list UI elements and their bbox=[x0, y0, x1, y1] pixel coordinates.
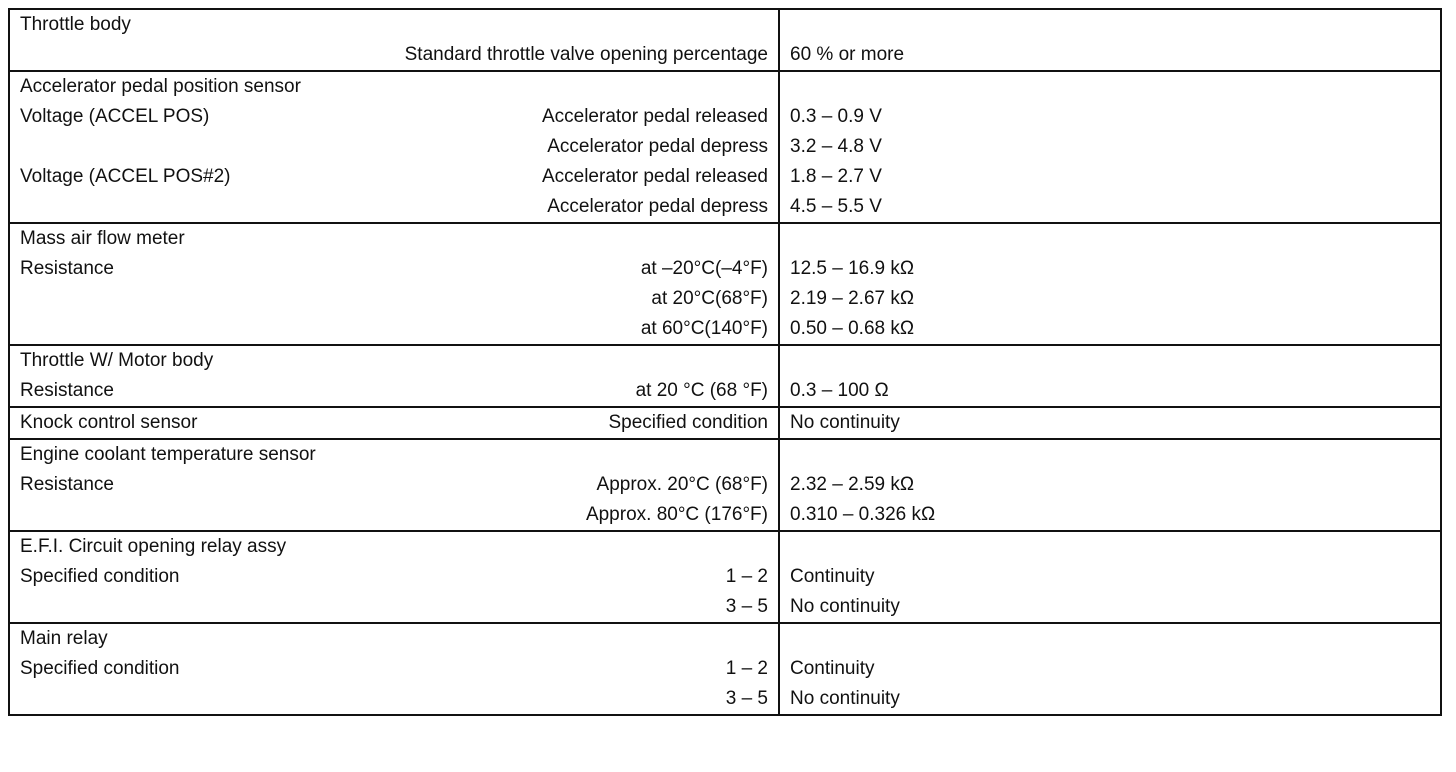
section-title: Main relay bbox=[20, 628, 108, 649]
section-efi-circuit-opening-relay bbox=[10, 532, 1440, 624]
spec-row bbox=[20, 592, 768, 622]
row-value: No continuity bbox=[790, 596, 900, 617]
row-value: 4.5 – 5.5 V bbox=[790, 196, 882, 217]
spec-row bbox=[20, 562, 768, 592]
section-left-cell bbox=[10, 624, 780, 714]
section-title: Throttle W/ Motor body bbox=[20, 350, 214, 371]
spec-row bbox=[20, 470, 768, 500]
spec-row bbox=[20, 132, 768, 162]
spec-row bbox=[20, 284, 768, 314]
section-knock-control-sensor bbox=[10, 408, 1440, 440]
section-main-relay bbox=[10, 624, 1440, 714]
row-value: 2.19 – 2.67 kΩ bbox=[790, 288, 915, 309]
row-label: Resistance bbox=[20, 380, 114, 401]
row-label: Resistance bbox=[20, 258, 114, 279]
row-label: Specified condition bbox=[20, 658, 180, 679]
section-right-cell bbox=[780, 10, 1440, 70]
row-value: 0.310 – 0.326 kΩ bbox=[790, 504, 936, 525]
row-condition: Specified condition bbox=[608, 412, 768, 433]
row-condition: Standard throttle valve opening percentage bbox=[404, 44, 768, 65]
section-right-cell bbox=[780, 72, 1440, 222]
row-condition: Accelerator pedal released bbox=[541, 166, 768, 187]
section-left-cell bbox=[10, 532, 780, 622]
row-value: 0.3 – 100 Ω bbox=[790, 380, 889, 401]
section-throttle-body bbox=[10, 10, 1440, 72]
row-value: 3.2 – 4.8 V bbox=[790, 136, 882, 157]
row-condition: at 20 °C (68 °F) bbox=[635, 380, 768, 401]
row-value: 60 % or more bbox=[790, 44, 905, 65]
row-label: Specified condition bbox=[20, 566, 180, 587]
spec-row bbox=[20, 192, 768, 222]
spec-row bbox=[20, 102, 768, 132]
row-condition: 1 – 2 bbox=[725, 658, 768, 679]
section-right-cell bbox=[780, 440, 1440, 530]
row-value: 12.5 – 16.9 kΩ bbox=[790, 258, 915, 279]
row-label: Voltage (ACCEL POS#2) bbox=[20, 166, 231, 187]
spec-table bbox=[8, 8, 1442, 716]
row-condition: at 20°C(68°F) bbox=[651, 288, 768, 309]
row-condition: at –20°C(–4°F) bbox=[640, 258, 768, 279]
row-condition: 3 – 5 bbox=[725, 688, 768, 709]
row-value: Continuity bbox=[790, 566, 875, 587]
section-right-cell bbox=[780, 346, 1440, 406]
section-throttle-motor-body bbox=[10, 346, 1440, 408]
spec-row bbox=[20, 684, 768, 714]
row-value: 1.8 – 2.7 V bbox=[790, 166, 882, 187]
row-value: No continuity bbox=[790, 412, 900, 433]
row-condition: Accelerator pedal depress bbox=[547, 136, 768, 157]
section-right-cell bbox=[780, 408, 1440, 438]
section-left-cell bbox=[10, 224, 780, 344]
row-label: Knock control sensor bbox=[20, 412, 198, 433]
row-condition: at 60°C(140°F) bbox=[640, 318, 768, 339]
row-value: 2.32 – 2.59 kΩ bbox=[790, 474, 915, 495]
section-left-cell bbox=[10, 408, 780, 438]
section-title: Throttle body bbox=[20, 14, 131, 35]
row-condition: Approx. 80°C (176°F) bbox=[585, 504, 768, 525]
row-label: Voltage (ACCEL POS) bbox=[20, 106, 210, 127]
row-condition: Accelerator pedal released bbox=[541, 106, 768, 127]
section-left-cell bbox=[10, 10, 780, 70]
section-engine-coolant-temp-sensor bbox=[10, 440, 1440, 532]
section-left-cell bbox=[10, 440, 780, 530]
spec-row bbox=[20, 40, 768, 70]
section-left-cell bbox=[10, 72, 780, 222]
row-value: 0.3 – 0.9 V bbox=[790, 106, 882, 127]
row-condition: 3 – 5 bbox=[725, 596, 768, 617]
row-label: Resistance bbox=[20, 474, 114, 495]
row-value: Continuity bbox=[790, 658, 875, 679]
row-condition: Approx. 20°C (68°F) bbox=[596, 474, 768, 495]
section-title: Mass air flow meter bbox=[20, 228, 185, 249]
row-condition: 1 – 2 bbox=[725, 566, 768, 587]
spec-row bbox=[20, 314, 768, 344]
section-left-cell bbox=[10, 346, 780, 406]
spec-row bbox=[20, 376, 768, 406]
section-mass-air-flow-meter bbox=[10, 224, 1440, 346]
row-value: 0.50 – 0.68 kΩ bbox=[790, 318, 915, 339]
section-title: Engine coolant temperature sensor bbox=[20, 444, 316, 465]
row-value: No continuity bbox=[790, 688, 900, 709]
section-right-cell bbox=[780, 624, 1440, 714]
section-right-cell bbox=[780, 224, 1440, 344]
spec-row bbox=[20, 654, 768, 684]
row-condition: Accelerator pedal depress bbox=[547, 196, 768, 217]
section-accelerator-pedal bbox=[10, 72, 1440, 224]
section-right-cell bbox=[780, 532, 1440, 622]
spec-row bbox=[20, 500, 768, 530]
spec-row bbox=[20, 254, 768, 284]
section-title: Accelerator pedal position sensor bbox=[20, 76, 301, 97]
spec-row bbox=[20, 162, 768, 192]
spec-row bbox=[20, 408, 768, 438]
section-title: E.F.I. Circuit opening relay assy bbox=[20, 536, 287, 557]
